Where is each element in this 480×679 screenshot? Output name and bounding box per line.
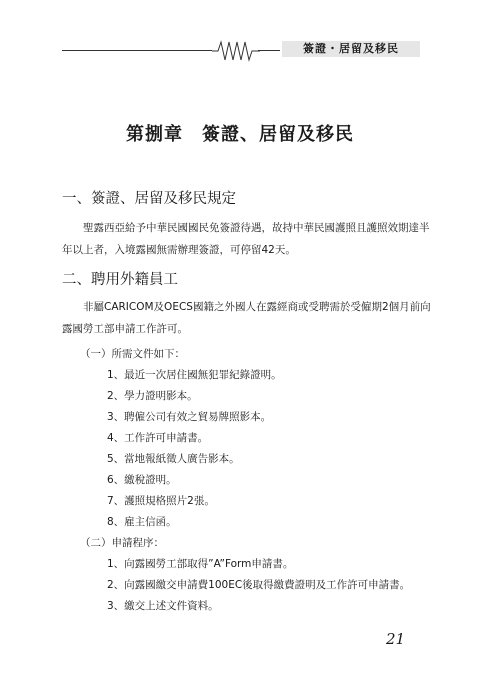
list-item: 8、雇主信函。 [107,516,177,528]
section-paragraph: 聖露西亞給予中華民國國民免簽證待遇，故持中華民國護照且護照效期達半年以上者，入境露國無需辦理簽證，可停留42天。 [62,222,430,256]
section-heading: 二、聘用外籍員工 [62,272,178,288]
list-item: 5、當地報紙徵人廣告影本。 [107,453,240,465]
list-item: 7、護照規格照片2張。 [107,495,215,507]
list-item: 3、聘僱公司有效之貿易牌照影本。 [107,411,272,423]
header-title: 簽證・居留及移民 [282,41,420,57]
section-paragraph: 非屬CARICOM及OECS國籍之外國人在露經商或受聘需於受僱期2個月前向露國勞工部申請工作許可。 [62,301,431,335]
list-item: 4、工作許可申請書。 [107,432,209,444]
list-item: 2、學力證明影本。 [107,390,198,402]
running-header [62,36,420,62]
list-item: 1、向露國勞工部取得”A”Form申請書。 [107,558,294,570]
header-rule-right [258,50,280,51]
chapter-title: 第捌章 簽證、居留及移民 [126,124,354,145]
list-item: 3、繳交上述文件資料。 [107,600,219,612]
subsection-label: （二）申請程序： [80,537,164,549]
list-item: 1、最近一次居住國無犯罪紀錄證明。 [107,369,282,381]
list-item: 2、向露國繳交申請費100EC後取得繳費證明及工作許可申請書。 [107,579,411,591]
section-heading: 一、簽證、居留及移民規定 [62,191,236,207]
subsection-label: （一）所需文件如下： [80,348,185,360]
header-rule-left [62,50,212,51]
page-number: 21 [386,630,406,648]
heartbeat-wave-icon [212,38,260,62]
list-item: 6、繳稅證明。 [107,474,177,486]
